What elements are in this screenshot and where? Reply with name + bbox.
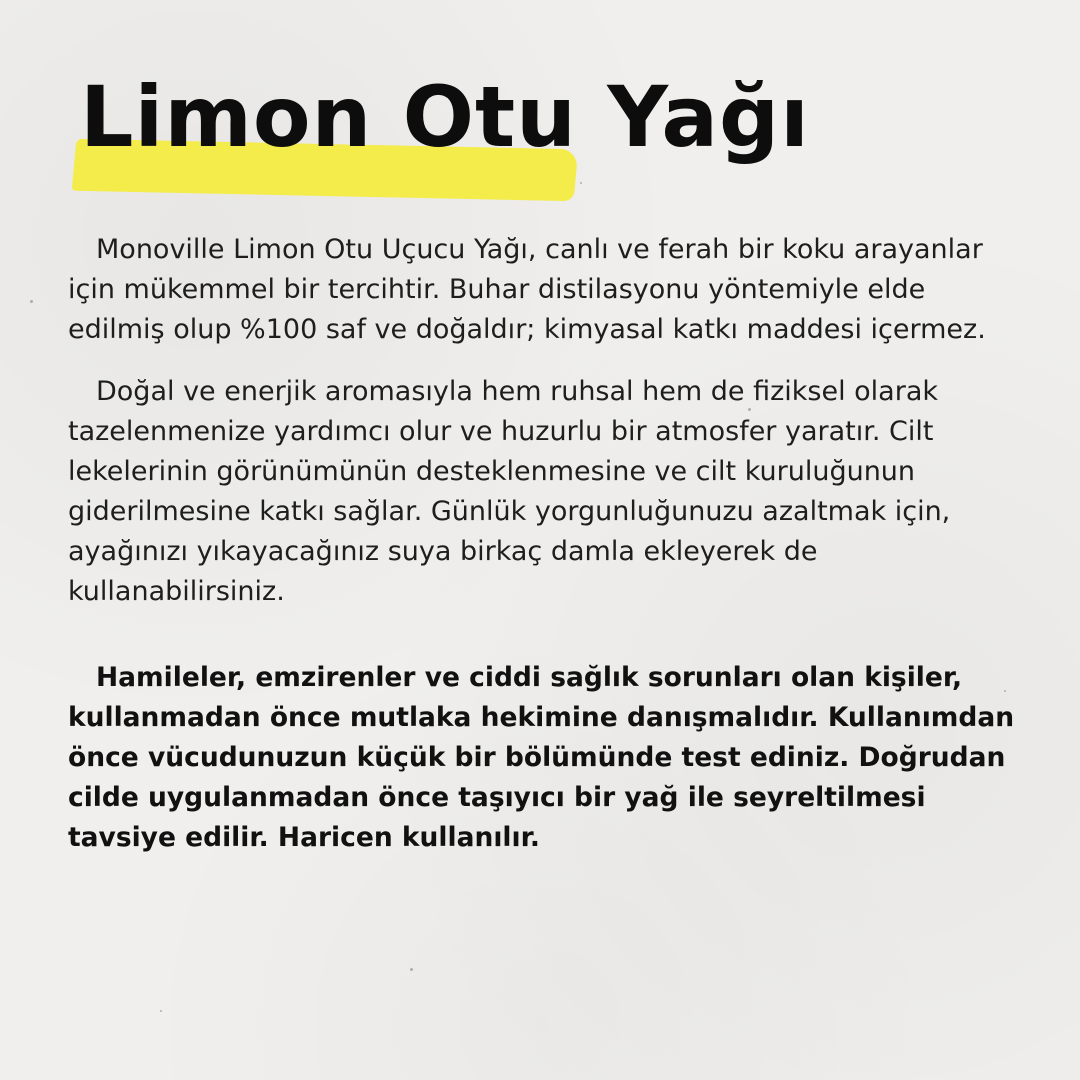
page-title: Limon Otu Yağı (80, 68, 810, 166)
description-paragraph-1: Monoville Limon Otu Uçucu Yağı, canlı ve ferah bir koku arayanlar için mükemmel bir tercihtir. Buhar distilasyonu yöntemiyle elde edilmiş olup %100 saf ve doğaldır; kimyasal katkı maddesi içermez. (68, 234, 986, 345)
warning-paragraph: Hamileler, emzirenler ve ciddi sağlık sorunları olan kişiler, kullanmadan önce mutlaka hekimine danışmalıdır. Kullanımdan önce vücudunuzun küçük bir bölümünde test ediniz. Doğrudan cilde uygulanmadan önce taşıyıcı bir yağ ile seyreltilmesi tavsiye edilir. Haricen kullanılır. (68, 662, 1015, 853)
description-paragraph-2: Doğal ve enerjik aromasıyla hem ruhsal hem de fiziksel olarak tazelenmenize yardımcı olur ve huzurlu bir atmosfer yaratır. Cilt lekelerinin görünümünün desteklenmesine ve cilt kuruluğunun giderilmesine katkı sağlar. Günlük yorgunluğunuzu azaltmak için, ayağınızı yıkayacağınız suya birkaç damla ekleyerek de kullanabilirsiniz. (68, 376, 951, 607)
paper-speck (30, 300, 33, 303)
title-block (80, 62, 900, 202)
paper-speck (410, 968, 413, 971)
body-text (68, 230, 1018, 858)
paper-speck (160, 1010, 162, 1012)
